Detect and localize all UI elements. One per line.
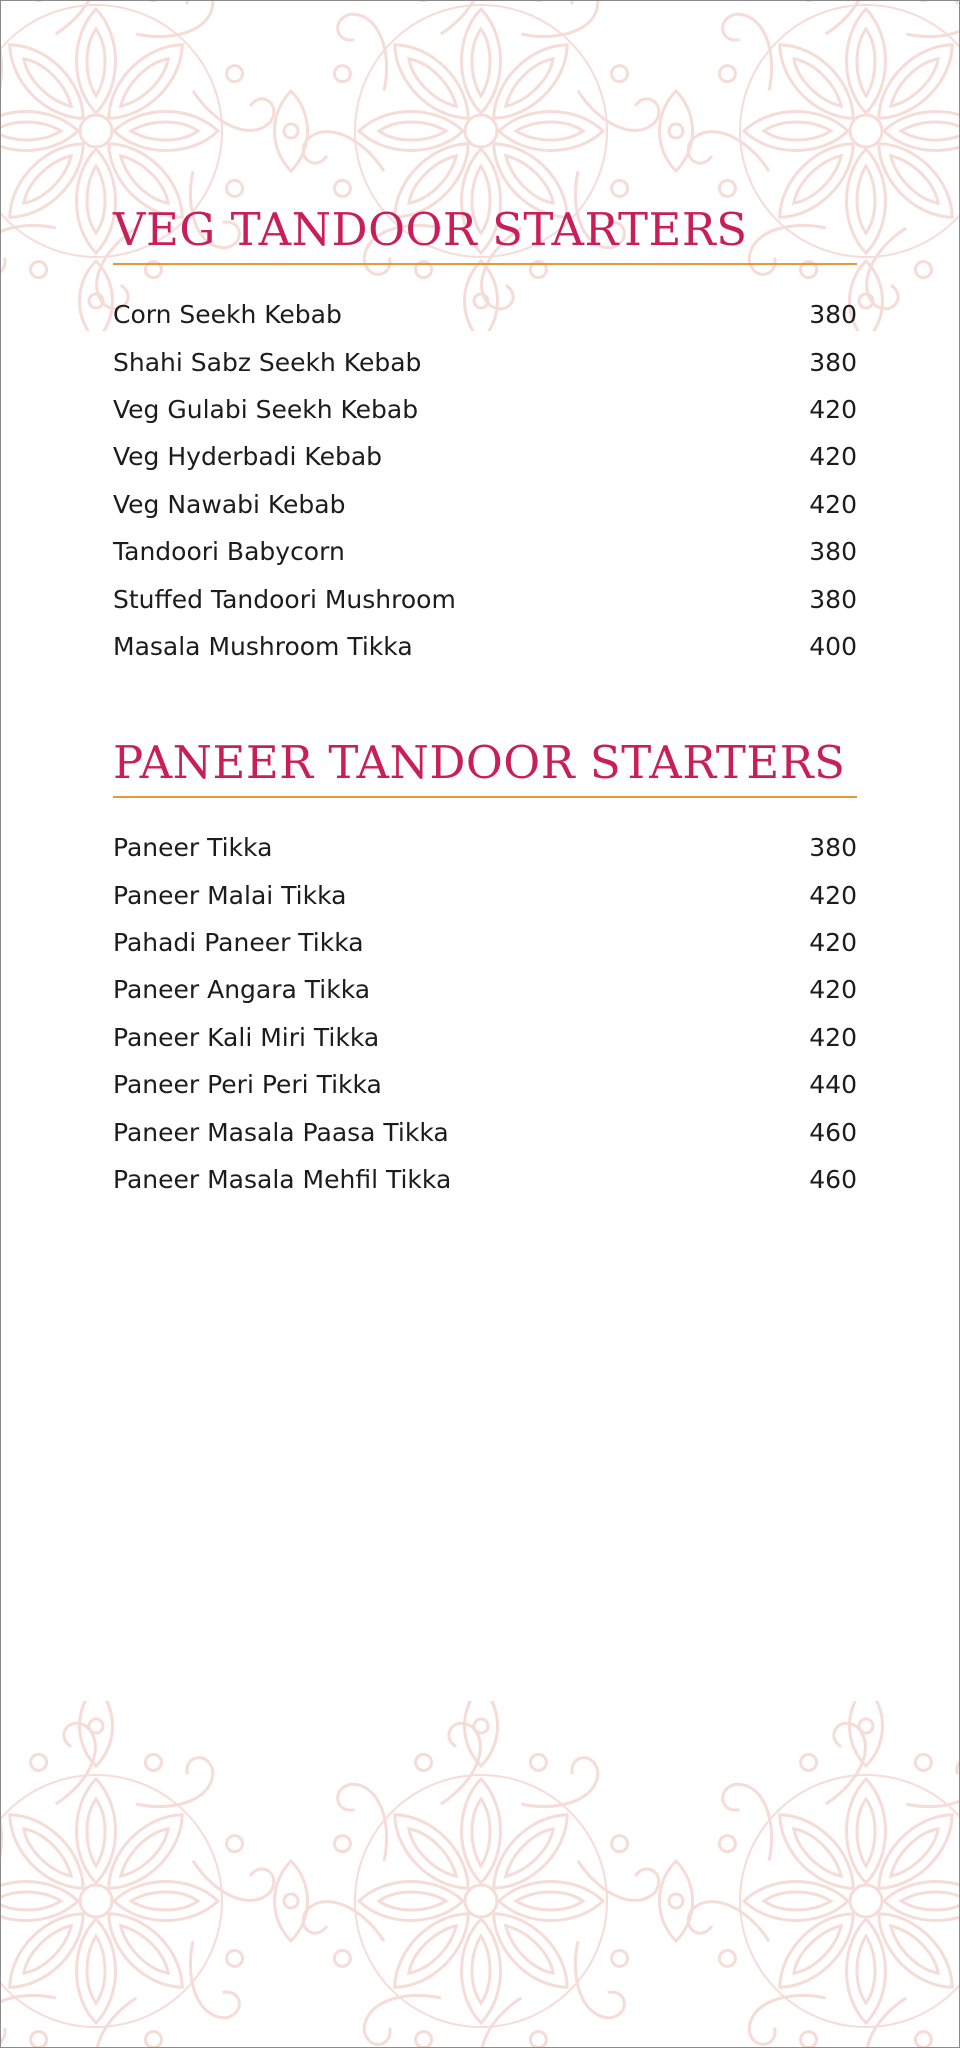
menu-item: [113, 871, 857, 918]
item-price: 420: [809, 927, 857, 957]
item-price: 380: [809, 347, 857, 377]
item-name: Paneer Masala Paasa Tikka: [113, 1117, 449, 1147]
menu-item: [113, 291, 857, 338]
item-name: Veg Gulabi Seekh Kebab: [113, 394, 419, 424]
bottom-floral-pattern: [1, 1701, 959, 2047]
item-price: 420: [809, 394, 857, 424]
item-price: 380: [809, 300, 857, 330]
veg-tandoor-section: [113, 197, 857, 670]
leaf-motif: [275, 1861, 308, 1941]
item-price: 420: [809, 489, 857, 519]
item-name: Paneer Malai Tikka: [113, 880, 347, 910]
menu-item: [113, 919, 857, 966]
menu-item: [113, 966, 857, 1013]
item-price: 420: [809, 880, 857, 910]
item-name: Tandoori Babycorn: [113, 537, 345, 567]
item-name: Veg Hyderbadi Kebab: [113, 442, 383, 472]
menu-item: [113, 1061, 857, 1108]
item-price: 420: [809, 442, 857, 472]
menu-list: [113, 824, 857, 1203]
mandala-motif: [1, 1718, 279, 2047]
item-name: Corn Seekh Kebab: [113, 300, 342, 330]
item-name: Paneer Masala Mehfil Tikka: [113, 1164, 452, 1194]
menu-item: [113, 575, 857, 622]
menu-item: [113, 824, 857, 871]
item-name: Paneer Peri Peri Tikka: [113, 1070, 382, 1100]
section-divider: [113, 263, 857, 265]
menu-item: [113, 433, 857, 480]
item-price: 460: [809, 1117, 857, 1147]
item-name: Veg Nawabi Kebab: [113, 489, 346, 519]
section-divider: [113, 796, 857, 798]
leaf-motif: [275, 91, 308, 171]
menu-item: [113, 386, 857, 433]
item-price: 400: [809, 631, 857, 661]
section-title: VEG TANDOOR STARTERS: [113, 203, 748, 256]
menu-item: [113, 1156, 857, 1203]
leaf-motif: [660, 1861, 693, 1941]
item-price: 420: [809, 1022, 857, 1052]
leaf-motif: [80, 1701, 113, 1766]
leaf-motif: [660, 91, 693, 171]
item-price: 380: [809, 833, 857, 863]
menu-item: [113, 338, 857, 385]
mandala-motif: [683, 1718, 959, 2047]
menu-item: [113, 1014, 857, 1061]
item-price: 380: [809, 537, 857, 567]
item-name: Paneer Angara Tikka: [113, 975, 371, 1005]
item-price: 420: [809, 975, 857, 1005]
leaf-motif: [80, 261, 113, 331]
item-price: 440: [809, 1070, 857, 1100]
menu-item: [113, 528, 857, 575]
item-name: Paneer Kali Miri Tikka: [113, 1022, 380, 1052]
menu-list: [113, 291, 857, 670]
menu-item: [113, 1108, 857, 1155]
item-name: Pahadi Paneer Tikka: [113, 927, 364, 957]
section-title: PANEER TANDOOR STARTERS: [113, 736, 846, 789]
menu-item: [113, 481, 857, 528]
leaf-motif: [850, 1701, 883, 1766]
paneer-tandoor-section: [113, 730, 857, 1203]
menu-item: [113, 623, 857, 670]
item-name: Masala Mushroom Tikka: [113, 631, 413, 661]
item-name: Shahi Sabz Seekh Kebab: [113, 347, 422, 377]
item-price: 460: [809, 1164, 857, 1194]
item-name: Paneer Tikka: [113, 833, 273, 863]
item-name: Stuffed Tandoori Mushroom: [113, 584, 456, 614]
item-price: 380: [809, 584, 857, 614]
leaf-motif: [465, 1701, 498, 1766]
